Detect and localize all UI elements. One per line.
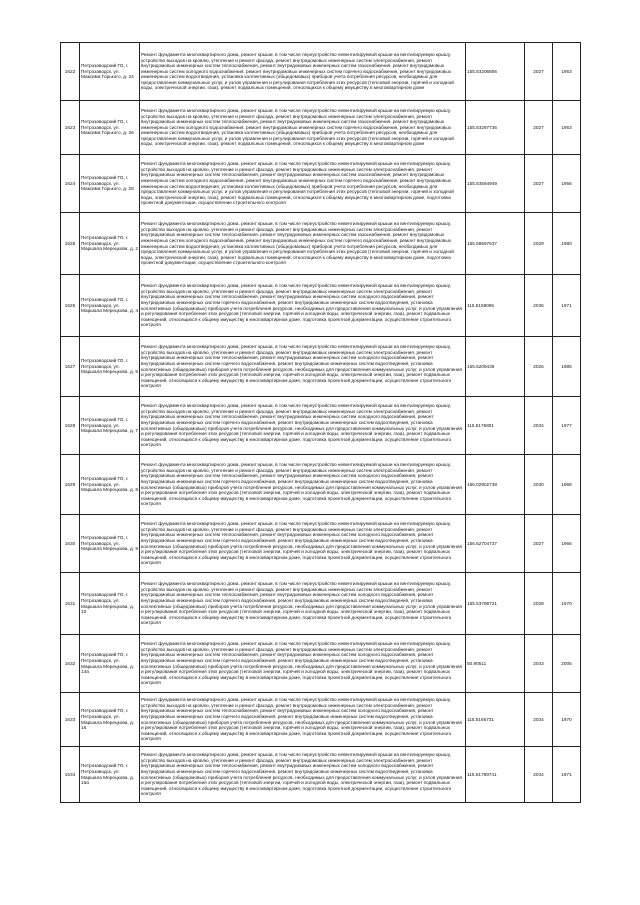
repair-year: 2034 [525, 693, 553, 747]
house-area: 155.53594949 [466, 155, 525, 213]
repair-works [140, 101, 466, 155]
row-number: 1625 [61, 213, 80, 275]
house-area: 115.5159095 [466, 275, 525, 337]
construction-year: 1970 [553, 573, 581, 635]
table-row [61, 213, 581, 275]
table-row [61, 275, 581, 337]
construction-year: 2005 [553, 635, 581, 693]
construction-year: 1966 [553, 515, 581, 573]
house-area: 115.5166731 [466, 693, 525, 747]
repair-works [140, 515, 466, 573]
house-address: Петрозаводский ГО, г. Петрозаводск, ул. Максима Горького, д. 26 [80, 101, 140, 155]
repair-works [140, 573, 466, 635]
house-address: Петрозаводский ГО, г. Петрозаводск, ул. Маршала Мерецкова, д. 16 [80, 693, 140, 747]
house-address: Петрозаводский ГО, г. Петрозаводск, ул. Максима Горького, д. 28 [80, 155, 140, 213]
repair-works-text: Ремонт фундамента многоквартирного дома, ремонт крыши, в том числе переустройство невентилируемой крыши на вентилируемую крышу, устройство выходов на кровлю, утепление и ремонт фасада, ремонт внутридомовых инженерных систем электроснабжения, ремонт внутридомовых инженерных систем теплоснабжения, ремонт внутридомовых инженерных систем холодного водоснабжения, ремонт внутридомовых инженерных систем горячего водоснабжения, ремонт внутридомовых инженерных систем водоотведения, установка коллективных (общедомовых) приборов учета потребления ресурсов, необходимых для предоставления коммунальных услуг, и узлов управления и регулирования потребления этих ресурсов (тепловой энергии, горячей и холодной воды, электрической энергии, газа), ремонт подвальных помещений, относящихся к общему имуществу в многоквартирном доме, подготовка проектной документации, осуществление строительного контроля [141, 462, 463, 507]
repair-works-text: Ремонт фундамента многоквартирного дома, ремонт крыши, в том числе переустройство невентилируемой крыши на вентилируемую крышу, устройство выходов на кровлю, утепление и ремонт фасада, ремонт внутридомовых инженерных систем электроснабжения, ремонт внутридомовых инженерных систем теплоснабжения, ремонт внутридомовых инженерных систем холодного водоснабжения, ремонт внутридомовых инженерных систем горячего водоснабжения, ремонт внутридомовых инженерных систем водоотведения, установка коллективных (общедомовых) приборов учета потребления ресурсов, необходимых для предоставления коммунальных услуг, и узлов управления и регулирования потребления этих ресурсов (тепловой энергии, горячей и холодной воды, электрической энергии, газа), ремонт подвальных помещений, относящихся к общему имуществу в многоквартирном доме, подготовка проектной документации, осуществление строительного контроля [141, 752, 463, 797]
row-number: 1634 [61, 747, 80, 803]
construction-year: 1980 [553, 213, 581, 275]
construction-year: 1968 [553, 455, 581, 515]
table-row [61, 693, 581, 747]
repair-works-text: Ремонт фундамента многоквартирного дома, ремонт крыши, в том числе переустройство невентилируемой крыши на вентилируемую крышу, устройство выходов на кровлю, утепление и ремонт фасада, ремонт внутридомовых инженерных систем электроснабжения, ремонт внутридомовых инженерных систем теплоснабжения, ремонт внутридомовых инженерных систем холодного водоснабжения, ремонт внутридомовых инженерных систем горячего водоснабжения, ремонт внутридомовых инженерных систем водоотведения, установка коллективных (общедомовых) приборов учета потребления ресурсов, необходимых для предоставления коммунальных услуг, и узлов управления и регулирования потребления этих ресурсов (тепловой энергии, горячей и холодной воды, электрической энергии, газа), ремонт подвальных помещений, относящихся к общему имуществу в многоквартирном доме, подготовка проектной документации, осуществление строительного контроля [141, 521, 463, 566]
repair-works-text: Ремонт фундамента многоквартирного дома, ремонт крыши, в том числе переустройство невентилируемой крыши на вентилируемую крышу, устройство выходов на кровлю, утепление и ремонт фасада, ремонт внутридомовых инженерных систем электроснабжения, ремонт внутридомовых инженерных систем теплоснабжения, ремонт внутридомовых инженерных систем холодного водоснабжения, ремонт внутридомовых инженерных систем горячего водоснабжения, ремонт внутридомовых инженерных систем водоотведения, установка коллективных (общедомовых) приборов учета потребления ресурсов, необходимых для предоставления коммунальных услуг, и узлов управления и регулирования потребления этих ресурсов (тепловой энергии, горячей и холодной воды, электрической энергии, газа), ремонт подвальных помещений, относящихся к общему имуществу в многоквартирном доме, подготовка проектной документации, осуществление строительного контроля [141, 697, 463, 742]
house-address: Петрозаводский ГО, г. Петрозаводск, ул. Маршала Мерецкова, д. 7 [80, 397, 140, 455]
row-number: 1622 [61, 43, 80, 101]
repair-works [140, 43, 466, 101]
repair-year: 2027 [525, 101, 553, 155]
construction-year: 1953 [553, 43, 581, 101]
row-number: 1631 [61, 573, 80, 635]
row-number: 1627 [61, 337, 80, 397]
repair-works-text: Ремонт фундамента многоквартирного дома, ремонт крыши, в том числе переустройство невентилируемой крыши на вентилируемую крышу, устройство выходов на кровлю, утепление и ремонт фасада, ремонт внутридомовых инженерных систем электроснабжения, ремонт внутридомовых инженерных систем теплоснабжения, ремонт внутридомовых инженерных систем холодного водоснабжения, ремонт внутридомовых инженерных систем горячего водоснабжения, ремонт внутридомовых инженерных систем водоотведения, установка коллективных (общедомовых) приборов учета потребления ресурсов, необходимых для предоставления коммунальных услуг, и узлов управления и регулирования потребления этих ресурсов (тепловой энергии, горячей и холодной воды, электрической энергии, газа), ремонт подвальных помещений, относящихся к общему имуществу в многоквартирном доме, подготовка проектной документации, осуществление строительного контроля [141, 581, 463, 626]
table-row [61, 515, 581, 573]
table-row [61, 337, 581, 397]
house-area: 115.5176801 [466, 397, 525, 455]
register-table [60, 42, 581, 803]
row-number: 1624 [61, 155, 80, 213]
house-address: Петрозаводский ГО, г. Петрозаводск, ул. Маршала Мерецкова, д. 9 [80, 515, 140, 573]
repair-works [140, 455, 466, 515]
row-number: 1633 [61, 693, 80, 747]
repair-year: 2027 [525, 155, 553, 213]
table-row [61, 101, 581, 155]
row-number: 1626 [61, 275, 80, 337]
table-row [61, 43, 581, 101]
house-area: 156.02902738 [466, 455, 525, 515]
repair-works [140, 635, 466, 693]
repair-year: 2043 [525, 635, 553, 693]
construction-year: 1970 [553, 693, 581, 747]
table-row [61, 747, 581, 803]
construction-year: 1956 [553, 155, 581, 213]
repair-works [140, 693, 466, 747]
house-address: Петрозаводский ГО, г. Петрозаводск, ул. Маршала Мерецкова, д. 16а [80, 747, 140, 803]
house-area: 115.51789741 [466, 747, 525, 803]
house-area: 155.5209439 [466, 337, 525, 397]
repair-works-text: Ремонт фундамента многоквартирного дома, ремонт крыши, в том числе переустройство невентилируемой крыши на вентилируемую крышу, устройство выходов на кровлю, утепление и ремонт фасада, ремонт внутридомовых инженерных систем электроснабжения, ремонт внутридомовых инженерных систем теплоснабжения, ремонт внутридомовых инженерных систем холодного водоснабжения, ремонт внутридомовых инженерных систем горячего водоснабжения, ремонт внутридомовых инженерных систем водоотведения, установка коллективных (общедомовых) приборов учета потребления ресурсов, необходимых для предоставления коммунальных услуг, и узлов управления и регулирования потребления этих ресурсов (тепловой энергии, горячей и холодной воды, электрической энергии, газа), ремонт подвальных помещений, относящихся к общему имуществу в многоквартирном доме, подготовка проектной документации, осуществление строительного контроля [141, 641, 463, 686]
house-address: Петрозаводский ГО, г. Петрозаводск, ул. Маршала Мерецкова, д. 2 [80, 213, 140, 275]
repair-year: 2027 [525, 515, 553, 573]
house-area: 50.90511 [466, 635, 525, 693]
repair-works-text: Ремонт фундамента многоквартирного дома, ремонт крыши, в том числе переустройство невентилируемой крыши на вентилируемую крышу, устройство выходов на кровлю, утепление и ремонт фасада, ремонт внутридомовых инженерных систем электроснабжения, ремонт внутридомовых инженерных систем теплоснабжения, ремонт внутридомовых инженерных систем холодного водоснабжения, ремонт внутридомовых инженерных систем горячего водоснабжения, ремонт внутридомовых инженерных систем водоотведения, установка коллективных (общедомовых) приборов учета потребления ресурсов, необходимых для предоставления коммунальных услуг, и узлов управления и регулирования потребления этих ресурсов (тепловой энергии, горячей и холодной воды, электрической энергии, газа), ремонт подвальных помещений, относящихся к общему имуществу в многоквартирном доме, подготовка проектной документации, осуществление строительного контроля [141, 403, 463, 448]
repair-works-text: Ремонт фундамента многоквартирного дома, ремонт крыши, в том числе переустройство невентилируемой крыши на вентилируемую крышу, устройство выходов на кровлю, утепление и ремонт фасада, ремонт внутридомовых инженерных систем электроснабжения, ремонт внутридомовых инженерных систем теплоснабжения, ремонт внутридомовых инженерных систем газоснабжения, ремонт внутридомовых инженерных систем холодного водоснабжения, ремонт внутридомовых инженерных систем горячего водоснабжения, ремонт внутридомовых инженерных систем водоотведения, установка коллективных (общедомовых) приборов учета потребления ресурсов, необходимых для предоставления коммунальных услуг, и узлов управления и регулирования потребления этих ресурсов (тепловой энергии, горячей и холодной воды, электрической энергии, газа), ремонт подвальных помещений, относящихся к общему имуществу в многоквартирном доме [141, 107, 454, 147]
repair-works-text: Ремонт фундамента многоквартирного дома, ремонт крыши, в том числе переустройство невентилируемой крыши на вентилируемую крышу, устройство выходов на кровлю, утепление и ремонт фасада, ремонт внутридомовых инженерных систем электроснабжения, ремонт внутридомовых инженерных систем теплоснабжения, ремонт внутридомовых инженерных систем холодного водоснабжения, ремонт внутридомовых инженерных систем горячего водоснабжения, ремонт внутридомовых инженерных систем водоотведения, установка коллективных (общедомовых) приборов учета потребления ресурсов, необходимых для предоставления коммунальных услуг, и узлов управления и регулирования потребления этих ресурсов (тепловой энергии, горячей и холодной воды, электрической энергии, газа), ремонт подвальных помещений, относящихся к общему имуществу в многоквартирном доме, подготовка проектной документации, осуществление строительного контроля [141, 344, 463, 389]
construction-year: 1977 [553, 397, 581, 455]
repair-year: 2036 [525, 275, 553, 337]
house-area: 155.58697637 [466, 213, 525, 275]
table-row [61, 155, 581, 213]
repair-year: 2034 [525, 747, 553, 803]
house-address: Петрозаводский ГО, г. Петрозаводск, ул. Маршала Мерецкова, д. 5 [80, 337, 140, 397]
repair-works [140, 213, 466, 275]
house-address: Петрозаводский ГО, г. Петрозаводск, ул. Маршала Мерецкова, д. 4 [80, 275, 140, 337]
repair-year: 2026 [525, 337, 553, 397]
row-number: 1632 [61, 635, 80, 693]
row-number: 1629 [61, 455, 80, 515]
repair-works [140, 155, 466, 213]
house-area: 155.53297736 [466, 101, 525, 155]
repair-works-text: Ремонт фундамента многоквартирного дома, ремонт крыши, в том числе переустройство невентилируемой крыши на вентилируемую крышу, устройство выходов на кровлю, утепление и ремонт фасада, ремонт внутридомовых инженерных систем электроснабжения, ремонт внутридомовых инженерных систем теплоснабжения, ремонт внутридомовых инженерных систем газоснабжения, ремонт внутридомовых инженерных систем холодного водоснабжения, ремонт внутридомовых инженерных систем горячего водоснабжения, ремонт внутридомовых инженерных систем водоотведения, установка коллективных (общедомовых) приборов учета потребления ресурсов, необходимых для предоставления коммунальных услуг, и узлов управления и регулирования потребления этих ресурсов (тепловой энергии, горячей и холодной воды, электрической энергии, газа), ремонт подвальных помещений, относящихся к общему имуществу в многоквартирном доме, подготовка проектной документации, осуществление строительного контроля [141, 161, 454, 206]
house-area: 155.53206806 [466, 43, 525, 101]
repair-works-text: Ремонт фундамента многоквартирного дома, ремонт крыши, в том числе переустройство невентилируемой крыши на вентилируемую крышу, устройство выходов на кровлю, утепление и ремонт фасада, ремонт внутридомовых инженерных систем электроснабжения, ремонт внутридомовых инженерных систем теплоснабжения, ремонт внутридомовых инженерных систем газоснабжения, ремонт внутридомовых инженерных систем холодного водоснабжения, ремонт внутридомовых инженерных систем горячего водоснабжения, ремонт внутридомовых инженерных систем водоотведения, установка коллективных (общедомовых) приборов учета потребления ресурсов, необходимых для предоставления коммунальных услуг, и узлов управления и регулирования потребления этих ресурсов (тепловой энергии, горячей и холодной воды, электрической энергии, газа), ремонт подвальных помещений, относящихся к общему имуществу в многоквартирном доме [141, 51, 454, 91]
house-address: Петрозаводский ГО, г. Петрозаводск, ул. Маршала Мерецкова, д. 10 [80, 573, 140, 635]
repair-works [140, 337, 466, 397]
repair-works [140, 275, 466, 337]
repair-year: 2034 [525, 397, 553, 455]
row-number: 1628 [61, 397, 80, 455]
repair-works-text: Ремонт фундамента многоквартирного дома, ремонт крыши, в том числе переустройство невентилируемой крыши на вентилируемую крышу, устройство выходов на кровлю, утепление и ремонт фасада, ремонт внутридомовых инженерных систем электроснабжения, ремонт внутридомовых инженерных систем теплоснабжения, ремонт внутридомовых инженерных систем газоснабжения, ремонт внутридомовых инженерных систем холодного водоснабжения, ремонт внутридомовых инженерных систем горячего водоснабжения, ремонт внутридомовых инженерных систем водоотведения, установка коллективных (общедомовых) приборов учета потребления ресурсов, необходимых для предоставления коммунальных услуг, и узлов управления и регулирования потребления этих ресурсов (тепловой энергии, горячей и холодной воды, электрической энергии, газа), ремонт подвальных помещений, относящихся к общему имуществу в многоквартирном доме, подготовка проектной документации, осуществление строительного контроля [141, 221, 454, 266]
construction-year: 1985 [553, 337, 581, 397]
table-row [61, 573, 581, 635]
construction-year: 1971 [553, 747, 581, 803]
table-row [61, 455, 581, 515]
house-area: 155.53799721 [466, 573, 525, 635]
construction-year: 1971 [553, 275, 581, 337]
repair-works-text: Ремонт фундамента многоквартирного дома, ремонт крыши, в том числе переустройство невентилируемой крыши на вентилируемую крышу, устройство выходов на кровлю, утепление и ремонт фасада, ремонт внутридомовых инженерных систем электроснабжения, ремонт внутридомовых инженерных систем теплоснабжения, ремонт внутридомовых инженерных систем холодного водоснабжения, ремонт внутридомовых инженерных систем горячего водоснабжения, ремонт внутридомовых инженерных систем водоотведения, установка коллективных (общедомовых) приборов учета потребления ресурсов, необходимых для предоставления коммунальных услуг, и узлов управления и регулирования потребления этих ресурсов (тепловой энергии, горячей и холодной воды, электрической энергии, газа), ремонт подвальных помещений, относящихся к общему имуществу в многоквартирном доме, подготовка проектной документации, осуществление строительного контроля [141, 283, 463, 328]
construction-year: 1953 [553, 101, 581, 155]
house-address: Петрозаводский ГО, г. Петрозаводск, ул. Маршала Мерецкова, д. 8 [80, 455, 140, 515]
row-number: 1630 [61, 515, 80, 573]
repair-year: 2030 [525, 455, 553, 515]
register-table-body [61, 43, 581, 803]
row-number: 1623 [61, 101, 80, 155]
house-area: 156.52704737 [466, 515, 525, 573]
table-row [61, 397, 581, 455]
repair-year: 2029 [525, 213, 553, 275]
document-sheet [60, 42, 580, 803]
house-address: Петрозаводский ГО, г. Петрозаводск, ул. Маршала Мерецкова, д. 14а [80, 635, 140, 693]
table-row [61, 635, 581, 693]
house-address: Петрозаводский ГО, г. Петрозаводск, ул. Максима Горького, д. 24 [80, 43, 140, 101]
repair-works [140, 397, 466, 455]
repair-works [140, 747, 466, 803]
repair-year: 2028 [525, 573, 553, 635]
repair-year: 2027 [525, 43, 553, 101]
